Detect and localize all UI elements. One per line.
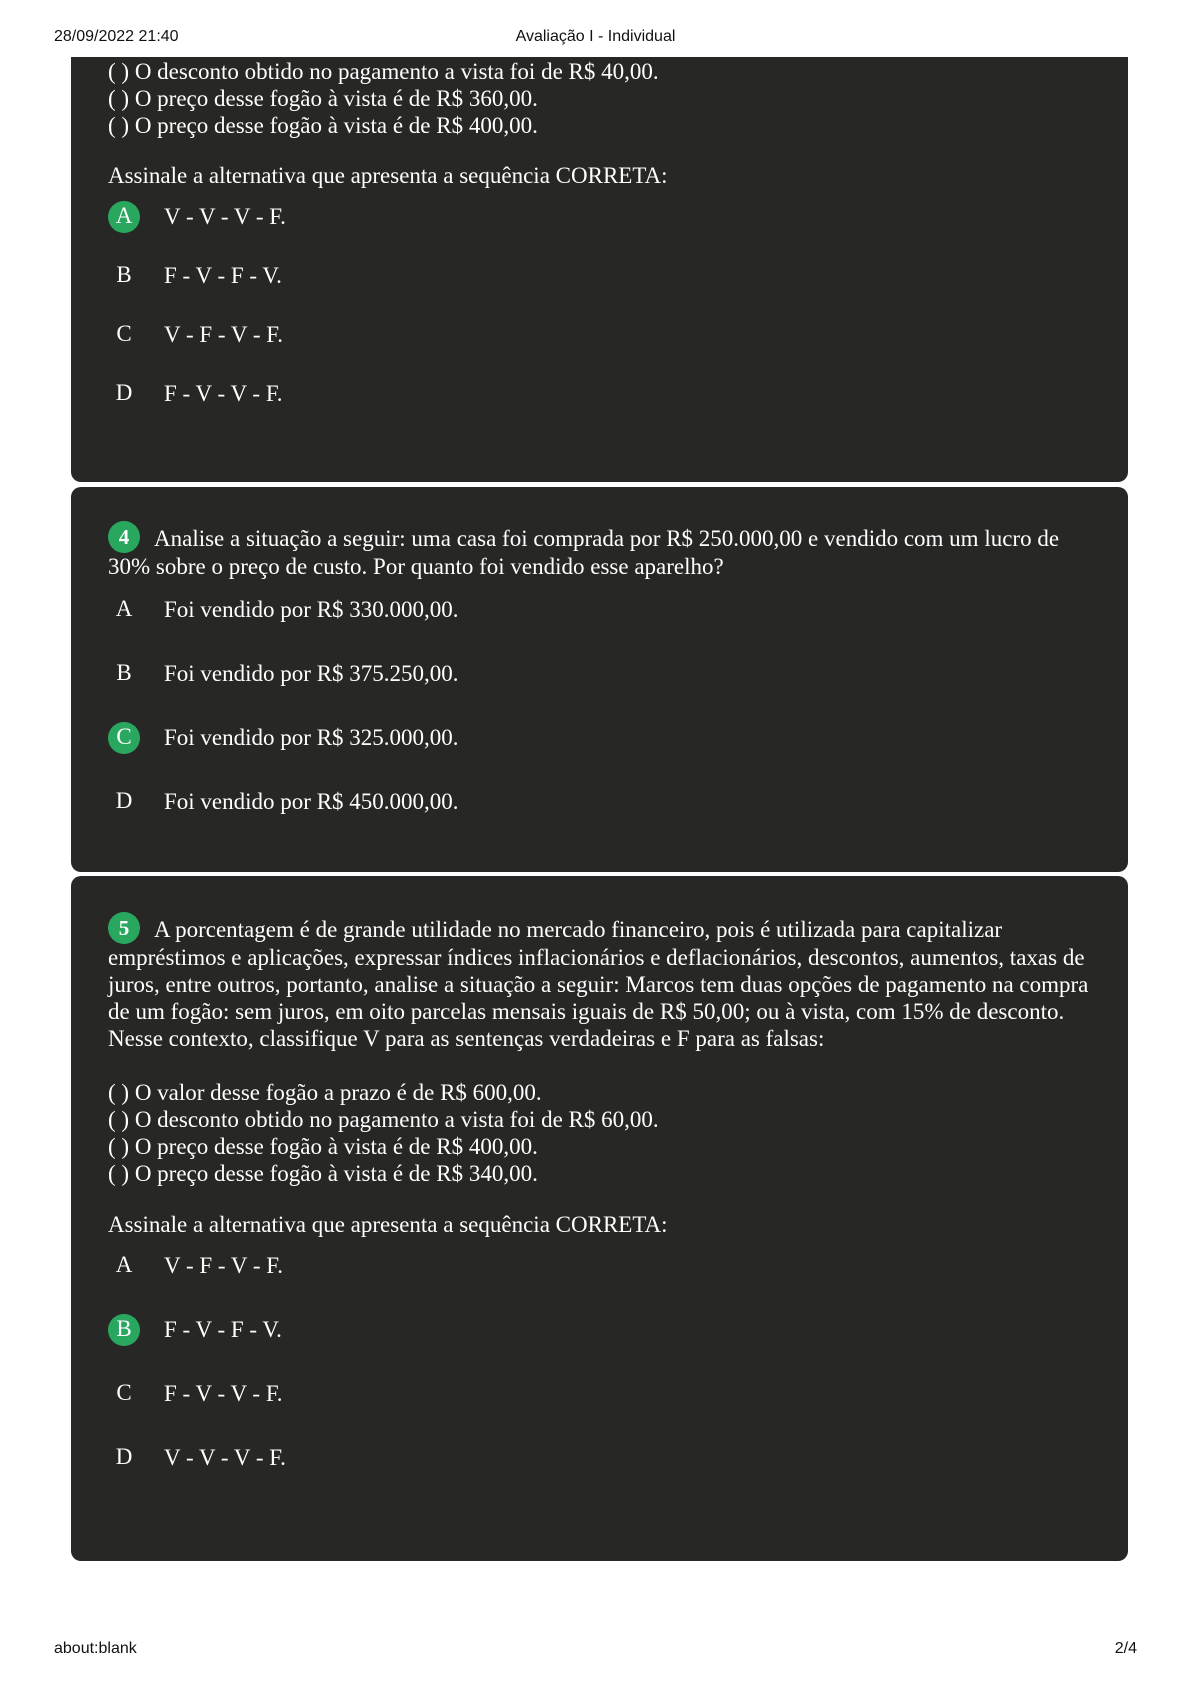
- question-prompt: Assinale a alternativa que apresenta a sequência CORRETA:: [108, 1212, 668, 1237]
- option-letter: C: [108, 722, 140, 754]
- option-c[interactable]: [108, 319, 1094, 351]
- option-text: Foi vendido por R$ 330.000,00.: [164, 597, 459, 622]
- question-3-card: [71, 57, 1128, 482]
- option-a[interactable]: [108, 1250, 1094, 1282]
- option-letter: A: [115, 1252, 133, 1277]
- question-5-card: [71, 876, 1128, 1561]
- page-title: Avaliação I - Individual: [515, 28, 676, 45]
- question-text: [108, 521, 1094, 580]
- question-4-card: [71, 487, 1128, 872]
- option-b[interactable]: [108, 260, 1094, 292]
- option-d[interactable]: [108, 1442, 1094, 1474]
- page-url: about:blank: [54, 1640, 137, 1657]
- question-body: Analise a situação a seguir: uma casa foi comprada por R$ 250.000,00 e vendido com um lucro de 30% sobre o preço de custo. Por quanto foi vendido esse aparelho?: [108, 526, 1060, 579]
- question-number-badge: 4: [108, 521, 140, 553]
- option-d[interactable]: [108, 786, 1094, 818]
- statement: ( ) O valor desse fogão a prazo é de R$ 600,00.: [108, 1080, 542, 1105]
- option-c[interactable]: [108, 1378, 1094, 1410]
- option-b[interactable]: [108, 658, 1094, 690]
- option-text: F - V - V - F.: [164, 381, 283, 406]
- option-text: V - V - V - F.: [164, 1445, 286, 1470]
- statement: ( ) O preço desse fogão à vista é de R$ 340,00.: [108, 1161, 538, 1186]
- option-letter: C: [116, 1380, 132, 1405]
- option-letter: B: [108, 1314, 140, 1346]
- statement: ( ) O preço desse fogão à vista é de R$ 400,00.: [108, 1134, 538, 1159]
- statement-list: [108, 1079, 1094, 1187]
- print-datetime: 28/09/2022 21:40: [54, 28, 179, 45]
- option-text: Foi vendido por R$ 450.000,00.: [164, 789, 459, 814]
- statement: ( ) O desconto obtido no pagamento a vista foi de R$ 40,00.: [108, 59, 659, 84]
- option-letter: D: [115, 380, 133, 405]
- option-text: Foi vendido por R$ 375.250,00.: [164, 661, 459, 686]
- option-text: F - V - F - V.: [164, 263, 282, 288]
- option-letter: D: [115, 1444, 133, 1469]
- question-number-badge: 5: [108, 912, 140, 944]
- option-text: Foi vendido por R$ 325.000,00.: [164, 725, 459, 750]
- option-letter: D: [115, 788, 133, 813]
- option-letter: B: [116, 660, 132, 685]
- statement-list: [108, 57, 1094, 139]
- option-text: F - V - V - F.: [164, 1381, 283, 1406]
- option-text: V - F - V - F.: [164, 322, 283, 347]
- option-letter: A: [108, 201, 140, 233]
- question-prompt: Assinale a alternativa que apresenta a sequência CORRETA:: [108, 163, 668, 188]
- option-letter: B: [116, 262, 132, 287]
- question-body: A porcentagem é de grande utilidade no mercado financeiro, pois é utilizada para capitalizar empréstimos e aplicações, expressar índices inflacionários e deflacionários, descontos, aumentos, taxas de juros, entre outros, portanto, analise a situação a seguir: Marcos tem duas opções de pagamento na compra de um fogão: sem juros, em oito parcelas mensais iguais de R$ 50,00; ou à vista, com 15% de desconto. Nesse contexto, classifique V para as sentenças verdadeiras e F para as falsas:: [108, 917, 1089, 1051]
- option-letter: C: [116, 321, 132, 346]
- option-d[interactable]: [108, 378, 1094, 410]
- option-text: V - F - V - F.: [164, 1253, 283, 1278]
- page-number: 2/4: [1114, 1640, 1137, 1657]
- option-a[interactable]: [108, 594, 1094, 626]
- option-c[interactable]: [108, 722, 1094, 754]
- option-letter: A: [115, 596, 133, 621]
- statement: ( ) O desconto obtido no pagamento a vista foi de R$ 60,00.: [108, 1107, 659, 1132]
- question-text: [108, 912, 1094, 1052]
- option-b[interactable]: [108, 1314, 1094, 1346]
- statement: ( ) O preço desse fogão à vista é de R$ 400,00.: [108, 113, 538, 138]
- option-text: V - V - V - F.: [164, 204, 286, 229]
- option-a[interactable]: [108, 201, 1094, 233]
- statement: ( ) O preço desse fogão à vista é de R$ 360,00.: [108, 86, 538, 111]
- option-text: F - V - F - V.: [164, 1317, 282, 1342]
